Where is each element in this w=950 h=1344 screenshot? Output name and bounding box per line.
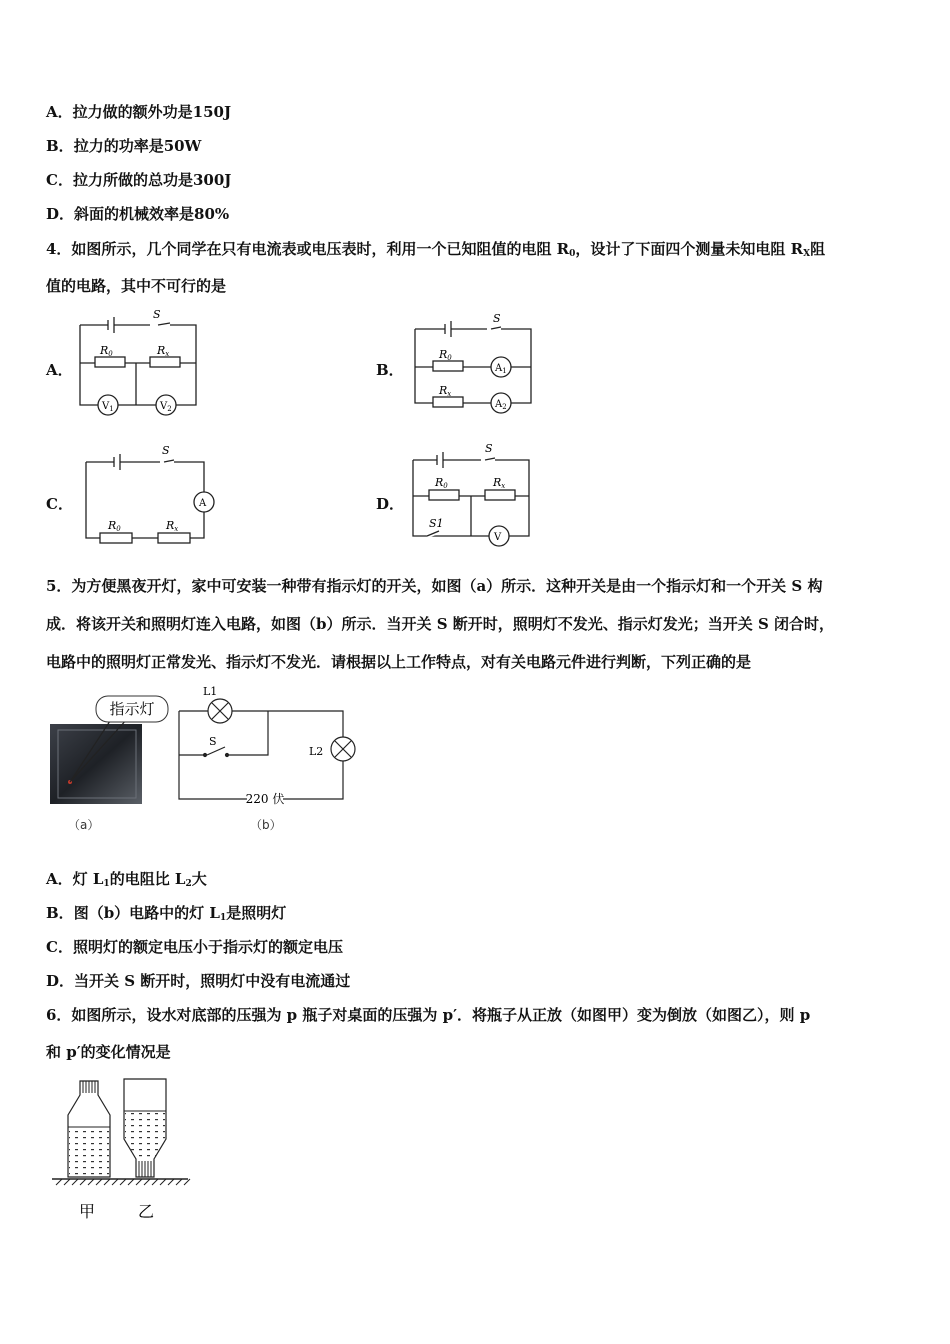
q6-stem-line1: 6．如图所示，设水对底部的压强为 p 瓶子对桌面的压强为 p′．将瓶子从正放（如图甲）变为倒放（如图乙），则 p [46,1006,811,1024]
q4-label-c: C． [46,495,73,513]
q5-stem-line3: 电路中的照明灯正常发光、指示灯不发光．请根据以上工作特点，对有关电路元件进行判断，下列正确的是 [46,653,752,671]
lamp-l2-label: L2 [309,745,324,758]
svg-text:R0: R0 [439,348,452,362]
svg-text:V: V [494,532,502,543]
lamp-circuit-figure [175,685,365,810]
q4-stem-line2: 值的电路，其中不可行的是 [46,277,227,295]
svg-text:R0: R0 [100,344,113,358]
svg-text:R0: R0 [108,519,121,533]
circuit-b [405,305,545,415]
q5-option-d: D．当开关 S 断开时，照明灯中没有电流通过 [46,972,351,990]
circuit-a-s: S [153,308,161,321]
svg-text:A1: $A_1$ [495,363,507,375]
circuit-d [405,440,545,552]
svg-text:A2: $A_2$ [495,399,507,411]
svg-text:S: S [485,442,493,455]
q3-option-a: A．拉力做的额外功是150J [46,103,232,121]
switch-s-label: S [209,735,217,748]
svg-text:Rx: Rx [439,384,452,398]
q3-option-c: C．拉力所做的总功是300J [46,171,232,189]
lamp-l1-label: L1 [203,685,218,698]
q4-label-b: B． [376,361,404,379]
svg-text:S1: S1 [429,517,444,530]
svg-text:S: S [162,444,170,457]
q5-stem-line2: 成．将该开关和照明灯连入电路，如图（b）所示．当开关 S 断开时，照明灯不发光、指示灯发光；当开关 S 闭合时， [46,615,835,633]
q5-option-a: A．灯 $L_1$的电阻比 $L_2$大 [46,870,207,889]
bottle-yi-label: 乙 [137,1202,155,1221]
svg-text:S: S [493,312,501,325]
q4-label-d: D． [376,495,405,513]
switch-photo-figure [50,688,175,808]
svg-text:Rx: Rx [166,519,179,533]
caption-a: （a） [68,818,100,832]
q4-label-a: A． [46,361,73,379]
indicator-callout: 指示灯 [109,700,155,718]
q5-option-b: B．图（b）电路中的灯 $L_1$是照明灯 [46,904,287,923]
svg-text:V1: $V_1$ [102,401,114,413]
q4-stem-line1: 4．如图所示，几个同学在只有电流表或电压表时，利用一个已知阻值的电阻 $R_0$，设计了下面四个测量未知电阻 $R_X$阻 [46,240,826,259]
circuit-c [80,440,220,552]
q6-stem-line2: 和 p′的变化情况是 [46,1043,171,1061]
q3-option-d: D．斜面的机械效率是80% [46,205,230,223]
svg-text:R0: R0 [435,476,448,490]
q5-option-c: C．照明灯的额定电压小于指示灯的额定电压 [46,938,343,956]
circuit-a [70,305,210,415]
svg-text:V2: $V_2$ [160,401,172,413]
bottle-jia-label: 甲 [78,1202,96,1221]
caption-b: （b） [250,818,282,832]
q5-stem-line1: 5．为方便黑夜开灯，家中可安装一种带有指示灯的开关，如图（a）所示．这种开关是由一个指示灯和一个开关 S 构 [46,577,823,595]
q3-option-b: B．拉力的功率是50W [46,137,202,155]
svg-text:Rx: Rx [157,344,170,358]
svg-text:A: A [199,498,207,509]
bottles-figure [50,1075,195,1225]
voltage-label: 220 伏 [245,792,285,806]
svg-text:Rx: Rx [493,476,506,490]
